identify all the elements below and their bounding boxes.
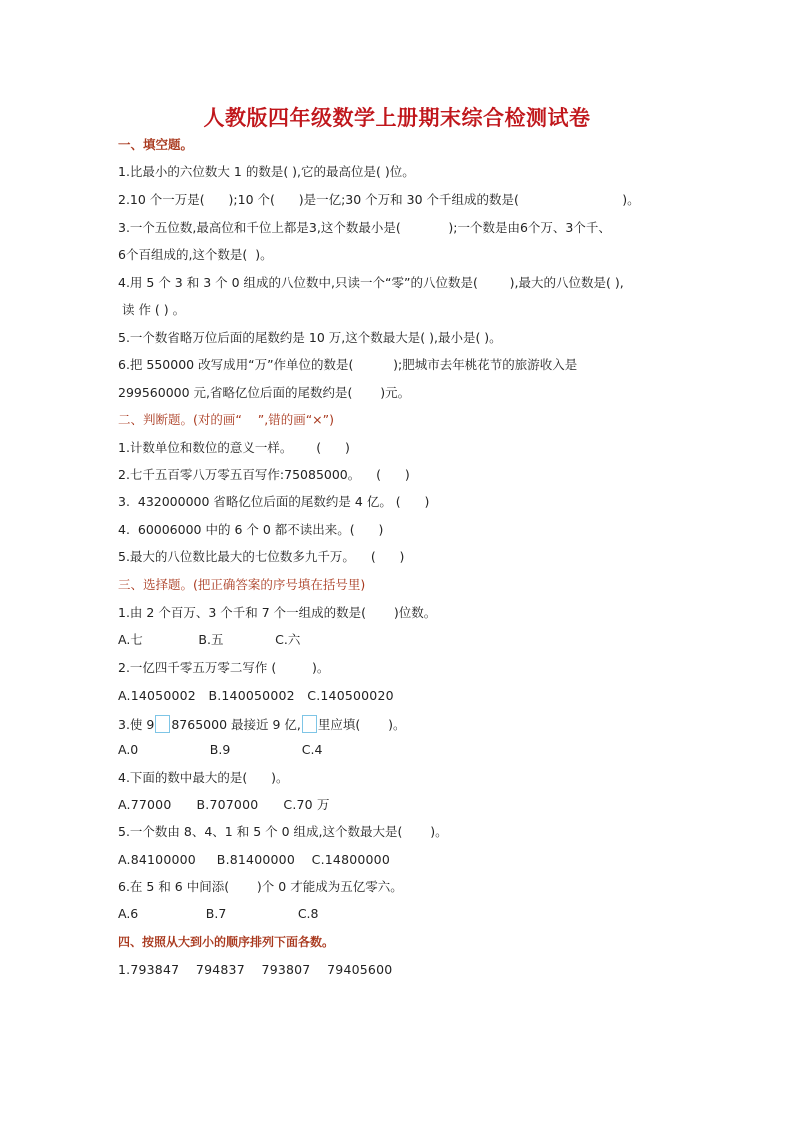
question-2-4: 4. 60006000 中的 6 个 0 都不读出来。( )	[118, 522, 384, 537]
question-3-5-options: A.84100000 B.81400000 C.14800000	[118, 852, 390, 867]
question-1-2: 2.10 个一万是( );10 个( )是一亿;30 个万和 30 个千组成的数是( )。	[118, 192, 640, 207]
question-3-3	[118, 715, 405, 733]
question-3-2-options: A.14050002 B.140050002 C.140500020	[118, 688, 394, 703]
question-3-1-options: A.七 B.五 C.六	[118, 632, 301, 647]
page-title: 人教版四年级数学上册期末综合检测试卷	[203, 105, 591, 130]
section1-heading: 一、填空题。	[118, 137, 194, 152]
section4-heading: 四、按照从大到小的顺序排列下面各数。	[118, 935, 335, 949]
question-2-1: 1.计数单位和数位的意义一样。 ( )	[118, 440, 350, 455]
answer-box[interactable]	[302, 715, 317, 733]
question-1-6a: 6.把 550000 改写成用“万”作单位的数是( );肥城市去年桃花节的旅游收入是	[118, 357, 578, 372]
section2-heading: 二、判断题。(对的画“ ”,错的画“×”)	[118, 412, 334, 427]
question-3-3-prefix: 3.使 9	[118, 717, 155, 732]
question-3-3-middle: 8765000 最接近 9 亿,	[171, 717, 301, 732]
question-2-5: 5.最大的八位数比最大的七位数多九千万。 ( )	[118, 549, 405, 564]
question-4-1: 1.793847 794837 793807 79405600	[118, 962, 393, 977]
section3-heading: 三、选择题。(把正确答案的序号填在括号里)	[118, 577, 366, 592]
question-1-3a: 3.一个五位数,最高位和千位上都是3,这个数最小是( );一个数是由6个万、3个千、	[118, 220, 611, 235]
question-1-1: 1.比最小的六位数大 1 的数是( ),它的最高位是( )位。	[118, 164, 415, 179]
question-1-3b: 6个百组成的,这个数是( )。	[118, 247, 273, 262]
question-3-4: 4.下面的数中最大的是( )。	[118, 770, 289, 785]
question-2-3: 3. 432000000 省略亿位后面的尾数约是 4 亿。 ( )	[118, 494, 430, 509]
question-3-6: 6.在 5 和 6 中间添( )个 0 才能成为五亿零六。	[118, 879, 403, 894]
question-3-2: 2.一亿四千零五万零二写作 ( )。	[118, 660, 330, 675]
question-1-4b: 读 作 ( ) 。	[118, 302, 186, 317]
question-3-6-options: A.6 B.7 C.8	[118, 906, 319, 921]
question-3-3-suffix: 里应填( )。	[317, 717, 406, 732]
question-1-4a: 4.用 5 个 3 和 3 个 0 组成的八位数中,只读一个“零”的八位数是( ),最大的八位数是( ),	[118, 275, 624, 290]
question-1-5: 5.一个数省略万位后面的尾数约是 10 万,这个数最大是( ),最小是( )。	[118, 330, 502, 345]
answer-box[interactable]	[155, 715, 170, 733]
question-3-5: 5.一个数由 8、4、1 和 5 个 0 组成,这个数最大是( )。	[118, 824, 448, 839]
question-3-3-options: A.0 B.9 C.4	[118, 742, 323, 757]
question-1-6b: 299560000 元,省略亿位后面的尾数约是( )元。	[118, 385, 411, 400]
question-2-2: 2.七千五百零八万零五百写作:75085000。 ( )	[118, 467, 410, 482]
question-3-4-options: A.77000 B.707000 C.70 万	[118, 797, 330, 812]
question-3-1: 1.由 2 个百万、3 个千和 7 个一组成的数是( )位数。	[118, 605, 437, 620]
